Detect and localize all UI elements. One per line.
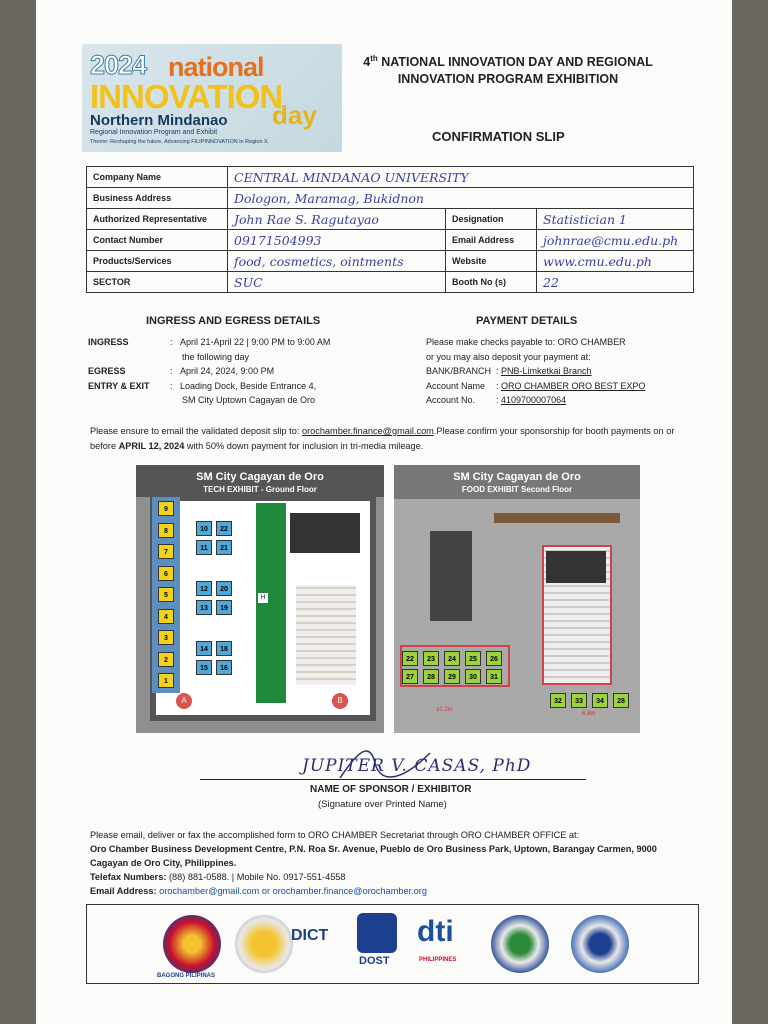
booth-7: 7	[158, 544, 174, 559]
confirmation-slip-title: CONFIRMATION SLIP	[432, 129, 565, 144]
entry-label: ENTRY & EXIT	[88, 380, 150, 391]
booth-12: 12	[196, 581, 212, 596]
dti-subtext: PHILIPPINES	[419, 957, 457, 963]
payment-details: Please make checks payable to: ORO CHAMBER or you may also deposit your payment at: BANK/BRANCH : PNB-Limketkai Branch Account Name : ORO CHAMBER ORO BEST EXPO Account No. : 4109700007064	[426, 335, 645, 408]
entrance-b-marker: B	[332, 693, 348, 709]
submission-footer	[90, 828, 690, 898]
email-value[interactable]: johnrae@cmu.edu.ph	[537, 230, 694, 251]
booth-5: 5	[158, 587, 174, 602]
sector-value[interactable]: SUC	[228, 272, 446, 293]
sponsor-signature-name: JUPITER V. CASAS, PhD	[302, 756, 532, 776]
booth-18: 18	[216, 641, 232, 656]
booth-28: 28	[423, 669, 439, 684]
right-map-title: SM City Cagayan de Oro	[453, 471, 581, 483]
payment-heading: PAYMENT DETAILS	[476, 315, 578, 327]
ingress-details: INGRESS : April 21-April 22 | 9:00 PM to 9:00 AM the following day EGRESS : April 24, 2024, 9:00 PM ENTRY & EXIT : Loading Dock, Beside Entrance 4, SM City Uptown Cagayan de Oro	[88, 337, 331, 405]
email-label: Email Address	[446, 230, 537, 251]
booth-19: 19	[216, 600, 232, 615]
signature-scribble	[330, 738, 440, 788]
footer-line-1: Please email, deliver or fax the accomplished form to ORO CHAMBER Secretariat through ORO CHAMBER OFFICE at:	[90, 830, 580, 840]
dost-logo	[357, 913, 397, 953]
products-value[interactable]: food, cosmetics, ointments	[228, 251, 446, 272]
booth-10: 10	[196, 521, 212, 536]
booth-26: 26	[486, 651, 502, 666]
booth-32: 32	[550, 693, 566, 708]
booth-4: 4	[158, 609, 174, 624]
entrance-a-marker: A	[176, 693, 192, 709]
account-name-label: Account Name	[426, 380, 486, 391]
oro-chamber-logo	[491, 915, 549, 973]
dost-text: DOST	[359, 955, 390, 967]
map-marker: H	[258, 593, 268, 603]
dimension-small: 6.8m	[582, 711, 596, 717]
note-part-3: with 50% down payment for inclusion in tri-media mileage.	[184, 441, 424, 451]
signature-line	[200, 779, 586, 780]
food-exhibit-floor-map	[394, 465, 640, 733]
website-label: Website	[446, 251, 537, 272]
logo-region: Northern Mindanao	[90, 112, 228, 129]
sponsor-label: NAME OF SPONSOR / EXHIBITOR	[310, 784, 472, 795]
booth-33: 33	[571, 693, 587, 708]
note-deadline: APRIL 12, 2024	[118, 441, 185, 451]
escalator	[430, 531, 472, 621]
payment-line-2: or you may also deposit your payment at:	[426, 351, 591, 362]
bagong-pilipinas-logo	[163, 915, 221, 973]
logo-national: national	[168, 52, 264, 82]
bank-label: BANK/BRANCH	[426, 366, 492, 376]
representative-value[interactable]: John Rae S. Ragutayao	[228, 209, 446, 230]
ingress-value-1: April 21-April 22 | 9:00 PM to 9:00 AM	[180, 337, 331, 347]
note-email-link[interactable]: orochamber.finance@gmail.com	[301, 426, 434, 436]
address-label: Business Address	[87, 188, 228, 209]
escalator-block	[290, 513, 360, 553]
deposit-note	[90, 424, 690, 454]
representative-label: Authorized Representative	[87, 209, 228, 230]
booth-2: 2	[158, 652, 174, 667]
booth-3: 3	[158, 630, 174, 645]
account-no-value: 4109700007064	[501, 395, 567, 405]
partner-logos-strip	[86, 904, 699, 984]
footer-email-label: Email Address:	[90, 886, 157, 896]
designation-label: Designation	[446, 209, 537, 230]
booth-label: Booth No (s)	[446, 272, 537, 293]
sponsor-sublabel: (Signature over Printed Name)	[318, 799, 447, 810]
booth-25: 25	[465, 651, 481, 666]
ingress-heading: INGRESS AND EGRESS DETAILS	[146, 315, 321, 327]
left-map-subtitle: TECH EXHIBIT - Ground Floor	[203, 485, 317, 494]
entry-value-1: Loading Dock, Beside Entrance 4,	[180, 380, 317, 391]
footer-email-value[interactable]: orochamber@gmail.com or orochamber.finance@orochamber.org	[156, 886, 427, 896]
booth-31: 31	[486, 669, 502, 684]
booth-34: 34	[592, 693, 608, 708]
booth-6: 6	[158, 566, 174, 581]
booth-value[interactable]: 22	[537, 272, 694, 293]
payment-line-1: Please make checks payable to: ORO CHAMBER	[426, 337, 626, 347]
tech-exhibit-floor-map	[136, 465, 384, 733]
dimension-width: 10.2m	[436, 707, 453, 713]
left-map-title: SM City Cagayan de Oro	[196, 471, 324, 483]
telefax-label: Telefax Numbers:	[90, 872, 167, 882]
booth-24: 24	[444, 651, 460, 666]
logo-program: Regional Innovation Program and Exhibit	[90, 129, 218, 136]
booth-16: 16	[216, 660, 232, 675]
booth-20: 20	[216, 581, 232, 596]
green-walkway	[256, 503, 286, 703]
account-no-label: Account No.	[426, 395, 476, 405]
booth-29: 29	[444, 669, 460, 684]
company-value[interactable]: CENTRAL MINDANAO UNIVERSITY	[228, 167, 694, 188]
title-line-2: INNOVATION PROGRAM EXHIBITION	[397, 72, 619, 87]
account-name-value: ORO CHAMBER ORO BEST EXPO	[501, 380, 646, 391]
designation-value[interactable]: Statistician 1	[537, 209, 694, 230]
kiosk	[546, 551, 606, 583]
logo-theme: Theme: Reshaping the future, Advancing FILIPINNOVATION in Region X.	[90, 139, 270, 145]
innovation-day-logo	[82, 44, 342, 152]
company-label: Company Name	[87, 167, 228, 188]
ingress-value-2: the following day	[182, 351, 250, 362]
website-value[interactable]: www.cmu.edu.ph	[537, 251, 694, 272]
note-part-2: .Please confirm your sponsorship for booth payments on or before	[90, 426, 675, 451]
logo-day: day	[272, 100, 317, 130]
bench	[494, 513, 620, 523]
title-ordinal-suffix: th	[370, 54, 378, 63]
dict-seal-logo	[235, 915, 293, 973]
booth-30: 30	[465, 669, 481, 684]
contact-value[interactable]: 09171504993	[228, 230, 446, 251]
logo-year: 2024	[90, 50, 147, 80]
egress-value: April 24, 2024, 9:00 PM	[180, 366, 275, 376]
neda-logo	[571, 915, 629, 973]
address-value[interactable]: Dologon, Maramag, Bukidnon	[228, 188, 694, 209]
contact-label: Contact Number	[87, 230, 228, 251]
note-part-1: Please ensure to email the validated deposit slip to:	[90, 426, 302, 436]
booth-1: 1	[158, 673, 174, 688]
booth-27: 27	[402, 669, 418, 684]
booth-11: 11	[196, 540, 212, 555]
title-ordinal: 4	[363, 55, 371, 70]
ingress-label: INGRESS	[88, 337, 129, 347]
sector-label: SECTOR	[87, 272, 228, 293]
telefax-value: (88) 881-0588. | Mobile No. 0917-551-4558	[166, 872, 346, 882]
dti-text: dti	[417, 915, 454, 948]
booth-22: 22	[402, 651, 418, 666]
bagong-pilipinas-text: BAGONG PILIPINAS	[157, 973, 216, 979]
footer-address: Oro Chamber Business Development Centre, P.N. Roa Sr. Avenue, Pueblo de Oro Business Park, Uptown, Barangay Carmen, 9000 Cagayan de Oro City, Philippines.	[90, 844, 657, 868]
logo-innovation: INNOVATION	[90, 78, 283, 115]
right-map-subtitle: FOOD EXHIBIT Second Floor	[461, 485, 573, 494]
booth-21: 21	[216, 540, 232, 555]
booth-22: 22	[216, 521, 232, 536]
dict-text: DICT	[291, 927, 329, 944]
entry-value-2: SM City Uptown Cagayan de Oro	[182, 395, 316, 405]
document-title	[348, 50, 668, 88]
products-label: Products/Services	[87, 251, 228, 272]
booth-14: 14	[196, 641, 212, 656]
booth-8: 8	[158, 523, 174, 538]
exhibitor-info-table	[86, 166, 694, 293]
title-line-1: NATIONAL INNOVATION DAY AND REGIONAL	[377, 55, 653, 70]
booth-13: 13	[196, 600, 212, 615]
egress-label: EGRESS	[88, 366, 126, 376]
seating-area	[296, 585, 356, 685]
booth-28: 28	[613, 693, 629, 708]
booth-23: 23	[423, 651, 439, 666]
booth-15: 15	[196, 660, 212, 675]
booth-9: 9	[158, 501, 174, 516]
bank-value: PNB-Limketkai Branch	[501, 366, 592, 376]
